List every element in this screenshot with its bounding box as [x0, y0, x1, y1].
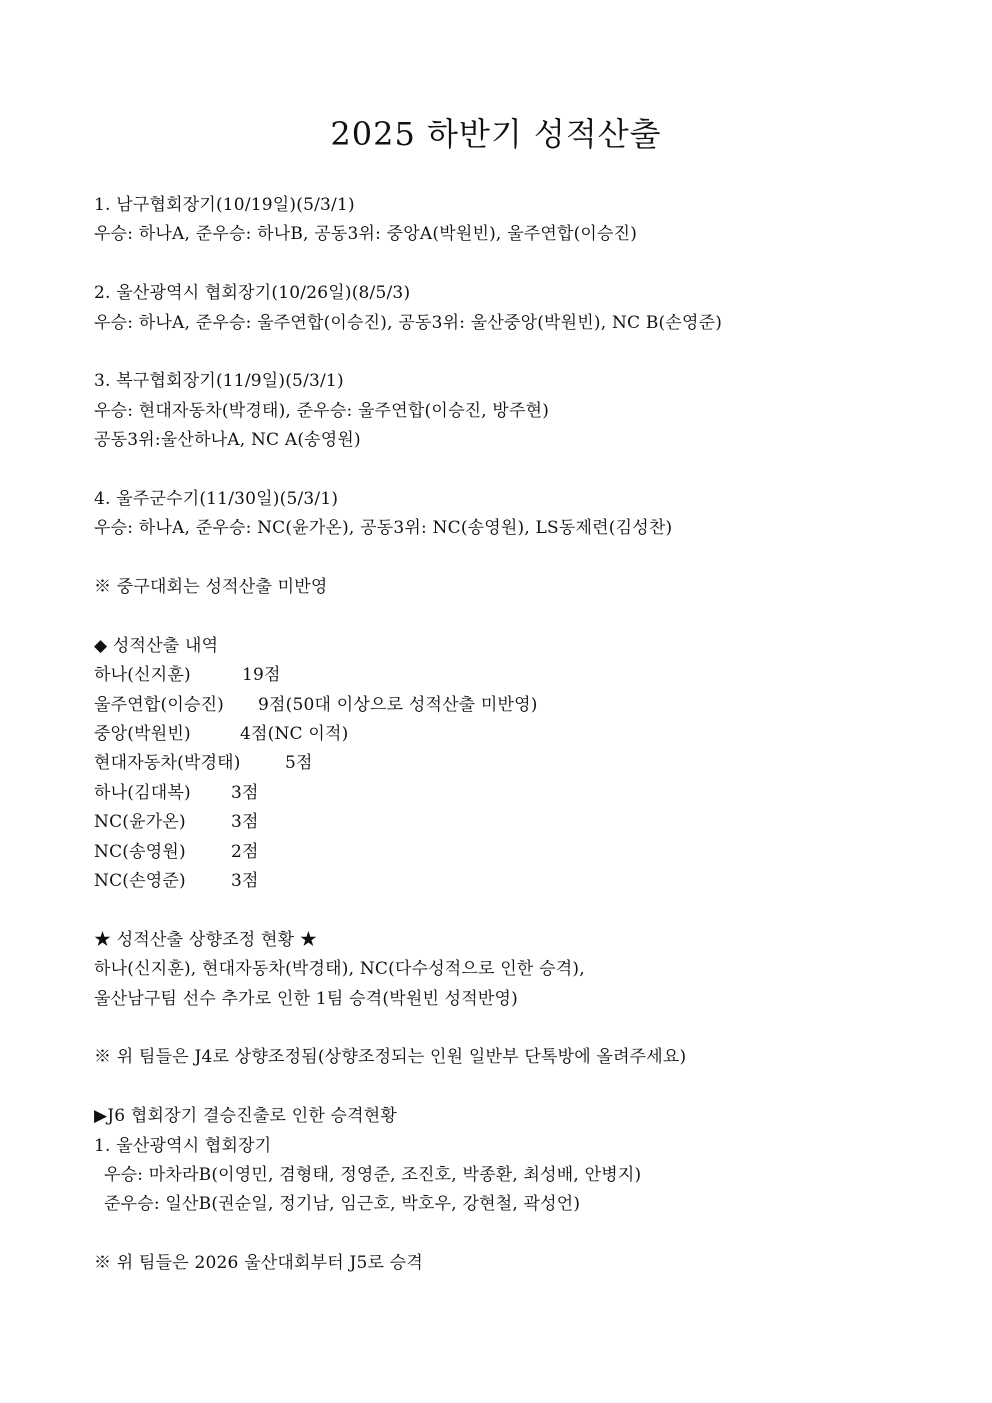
score-row — [94, 867, 954, 896]
upgrade-line: 하나(신지훈), 현대자동차(박경태), NC(다수성적으로 인한 승격), — [94, 959, 585, 980]
score-points: 9점(50대 이상으로 성적산출 미반영) — [258, 694, 538, 715]
tournament-3-result-cont: 공동3위:울산하나A, NC A(송영원) — [94, 430, 361, 451]
score-name: NC(손영준) — [94, 870, 186, 891]
upgrade-heading: ★ 성적산출 상향조정 현황 ★ — [94, 929, 318, 950]
score-name: 하나(김대복) — [94, 782, 191, 803]
tournament-2-heading: 2. 울산광역시 협회장기(10/26일)(8/5/3) — [94, 283, 411, 304]
score-points: 3점 — [231, 870, 259, 891]
spacer — [94, 602, 954, 631]
scores-heading: ◆ 성적산출 내역 — [94, 635, 219, 656]
document-body — [94, 191, 954, 1278]
score-name: 하나(신지훈) — [94, 665, 191, 686]
score-name: 중앙(박원빈) — [94, 724, 191, 745]
j6-subheading: 1. 울산광역시 협회장기 — [94, 1135, 272, 1156]
note-j5: ※ 위 팀들은 2026 울산대회부터 J5로 승격 — [94, 1253, 424, 1274]
tournament-1-heading: 1. 남구협회장기(10/19일)(5/3/1) — [94, 195, 355, 215]
score-points: 19점 — [242, 665, 281, 686]
tournament-3-result: 우승: 현대자동차(박경태), 준우승: 울주연합(이승진, 방주현) — [94, 400, 550, 421]
score-row — [94, 691, 954, 720]
spacer — [94, 1014, 954, 1043]
score-name: NC(송영원) — [94, 841, 186, 862]
score-points: 3점 — [231, 782, 259, 803]
page-title: 2025 하반기 성적산출 — [330, 115, 662, 153]
spacer — [94, 338, 954, 367]
score-row — [94, 661, 954, 690]
j6-winner: 우승: 마차라B(이영민, 겸형태, 정영준, 조진호, 박종환, 최성배, 안병지) — [104, 1164, 642, 1185]
tournament-3-heading: 3. 복구협회장기(11/9일)(5/3/1) — [94, 371, 344, 392]
upgrade-line: 울산남구팀 선수 추가로 인한 1팀 승격(박원빈 성적반영) — [94, 988, 518, 1009]
tournament-1-result: 우승: 하나A, 준우승: 하나B, 공동3위: 중앙A(박원빈), 울주연합(이승진) — [94, 224, 638, 245]
tournament-4-heading: 4. 울주군수기(11/30일)(5/3/1) — [94, 488, 339, 509]
spacer — [94, 896, 954, 925]
spacer — [94, 456, 954, 485]
tournament-2-result: 우승: 하나A, 준우승: 울주연합(이승진), 공동3위: 울산중앙(박원빈), NC B(손영준) — [94, 312, 723, 333]
j6-runner-up: 준우승: 일산B(권순일, 정기남, 임근호, 박호우, 강현철, 곽성언) — [104, 1194, 581, 1215]
score-name: 현대자동차(박경태) — [94, 753, 241, 774]
spacer — [94, 250, 954, 279]
j6-heading: ▶J6 협회장기 결승진출로 인한 승격현황 — [94, 1106, 398, 1127]
note-junggu: ※ 중구대회는 성적산출 미반영 — [94, 577, 328, 598]
score-name: 울주연합(이승진) — [94, 694, 225, 715]
tournament-4-result: 우승: 하나A, 준우승: NC(윤가온), 공동3위: NC(송영원), LS동제련(김성찬) — [94, 518, 673, 539]
spacer — [94, 1073, 954, 1102]
score-row — [94, 779, 954, 808]
score-row — [94, 808, 954, 837]
spacer — [94, 544, 954, 573]
score-points: 3점 — [231, 812, 259, 833]
note-j4: ※ 위 팀들은 J4로 상향조정됨(상향조정되는 인원 일반부 단톡방에 올려주세요) — [94, 1047, 687, 1068]
score-points: 5점 — [285, 753, 313, 774]
score-name: NC(윤가온) — [94, 812, 186, 833]
score-points: 2점 — [231, 841, 259, 862]
score-points: 4점(NC 이적) — [240, 724, 349, 745]
score-row — [94, 749, 954, 778]
score-row — [94, 720, 954, 749]
score-row — [94, 838, 954, 867]
spacer — [94, 1220, 954, 1249]
